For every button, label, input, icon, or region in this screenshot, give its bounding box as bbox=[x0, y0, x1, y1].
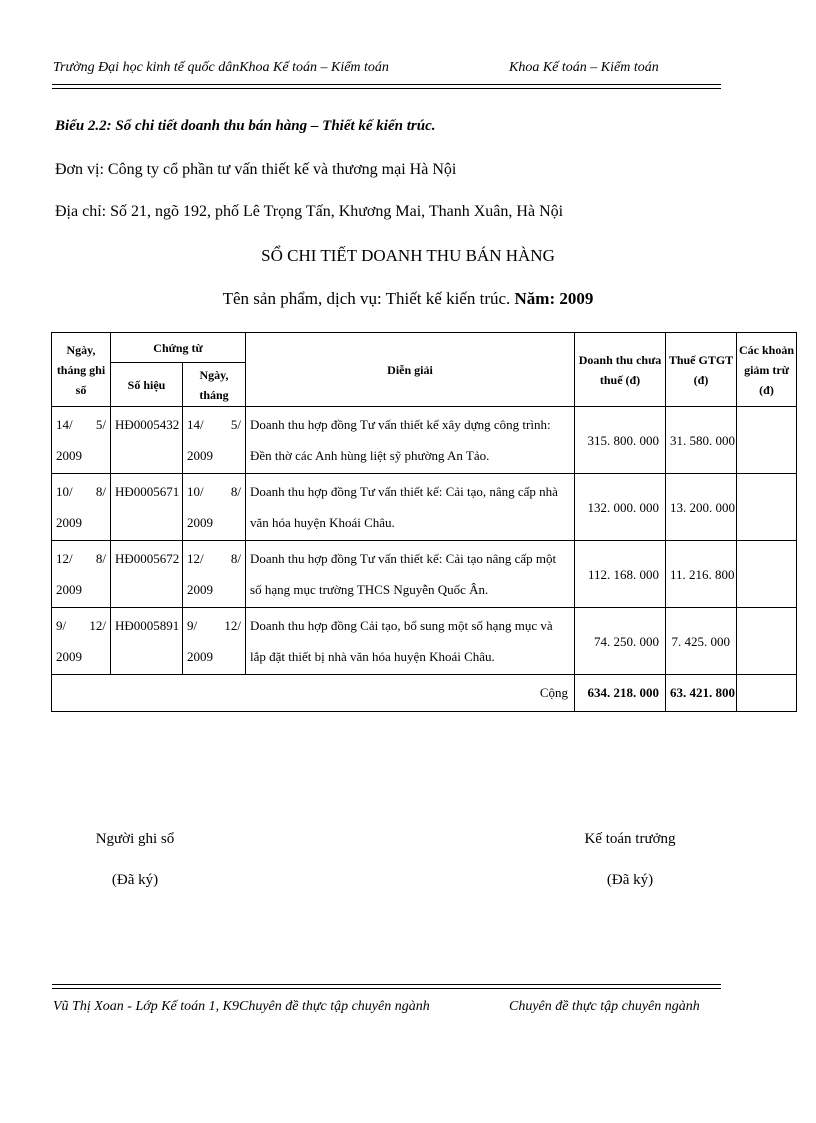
row-date: 10/ 8/ 2009 bbox=[52, 474, 111, 541]
figure-caption: Biểu 2.2: Sổ chi tiết doanh thu bán hàng – Thiết kế kiến trúc. bbox=[55, 118, 436, 134]
row-voucher-no: HĐ0005671 bbox=[111, 474, 183, 541]
page-header-right: Khoa Kế toán – Kiểm toán bbox=[509, 60, 659, 75]
row-description: Doanh thu hợp đồng Cải tạo, bổ sung một số hạng mục và lắp đặt thiết bị nhà văn hóa huyện Khoái Châu. bbox=[246, 608, 575, 675]
company-unit: Đơn vị: Công ty cổ phần tư vấn thiết kế và thương mại Hà Nội bbox=[55, 161, 457, 178]
row-deduction bbox=[737, 608, 797, 675]
row-vat: 31. 580. 000 bbox=[666, 407, 737, 474]
row-revenue: 74. 250. 000 bbox=[575, 608, 666, 675]
row-voucher-date: 14/ 5/ 2009 bbox=[183, 407, 246, 474]
total-deduction bbox=[737, 675, 797, 712]
subtitle-product: Tên sản phẩm, dịch vụ: Thiết kế kiến trúc. bbox=[222, 289, 511, 308]
row-description: Doanh thu hợp đồng Tư vấn thiết kế: Cải tạo, nâng cấp nhà văn hóa huyện Khoái Châu. bbox=[246, 474, 575, 541]
table-row bbox=[52, 407, 797, 474]
col-header-voucher: Chứng từ bbox=[111, 333, 246, 363]
row-revenue: 112. 168. 000 bbox=[575, 541, 666, 608]
col-header-description: Diễn giải bbox=[246, 333, 575, 407]
page-header-left: Trường Đại học kinh tế quốc dânKhoa Kế toán – Kiểm toán bbox=[53, 60, 389, 75]
table-row bbox=[52, 474, 797, 541]
col-header-voucher-no: Số hiệu bbox=[111, 363, 183, 407]
row-voucher-date: 9/ 12/ 2009 bbox=[183, 608, 246, 675]
row-vat: 7. 425. 000 bbox=[666, 608, 737, 675]
document-title: SỔ CHI TIẾT DOANH THU BÁN HÀNG bbox=[261, 246, 555, 265]
col-header-voucher-date: Ngày, tháng bbox=[183, 363, 246, 407]
total-revenue: 634. 218. 000 bbox=[575, 675, 666, 712]
row-deduction bbox=[737, 474, 797, 541]
row-voucher-date: 12/ 8/ 2009 bbox=[183, 541, 246, 608]
col-header-revenue: Doanh thu chưa thuế (đ) bbox=[575, 333, 666, 407]
header-rule bbox=[52, 84, 721, 89]
row-description: Doanh thu hợp đồng Tư vấn thiết kế xây dựng công trình: Đền thờ các Anh hùng liệt sỹ phường An Tảo. bbox=[246, 407, 575, 474]
table-row bbox=[52, 608, 797, 675]
row-vat: 11. 216. 800 bbox=[666, 541, 737, 608]
document-subtitle bbox=[0, 289, 816, 309]
signature-right-role: Kế toán trưởng bbox=[584, 831, 676, 847]
col-header-deductions: Các khoản giảm trừ (đ) bbox=[737, 333, 797, 407]
signature-right-status: (Đã ký) bbox=[606, 872, 654, 888]
footer-rule bbox=[52, 984, 721, 989]
page-footer-right: Chuyên đề thực tập chuyên ngành bbox=[509, 999, 700, 1014]
subtitle-year: Năm: 2009 bbox=[514, 289, 594, 308]
signature-left-status: (Đã ký) bbox=[111, 872, 159, 888]
row-voucher-no: HĐ0005672 bbox=[111, 541, 183, 608]
row-date: 12/ 8/ 2009 bbox=[52, 541, 111, 608]
row-revenue: 315. 800. 000 bbox=[575, 407, 666, 474]
row-voucher-no: HĐ0005432 bbox=[111, 407, 183, 474]
row-date: 9/ 12/ 2009 bbox=[52, 608, 111, 675]
row-deduction bbox=[737, 541, 797, 608]
row-vat: 13. 200. 000 bbox=[666, 474, 737, 541]
table-row bbox=[52, 541, 797, 608]
total-vat: 63. 421. 800 bbox=[666, 675, 737, 712]
row-revenue: 132. 000. 000 bbox=[575, 474, 666, 541]
row-deduction bbox=[737, 407, 797, 474]
total-row bbox=[52, 675, 797, 712]
revenue-ledger-table bbox=[51, 332, 797, 712]
total-label: Cộng bbox=[52, 675, 575, 712]
row-voucher-date: 10/ 8/ 2009 bbox=[183, 474, 246, 541]
signature-left-role: Người ghi sổ bbox=[95, 831, 175, 847]
row-voucher-no: HĐ0005891 bbox=[111, 608, 183, 675]
page-footer-left: Vũ Thị Xoan - Lớp Kế toán 1, K9Chuyên đề thực tập chuyên ngành bbox=[53, 999, 430, 1014]
company-address: Địa chỉ: Số 21, ngõ 192, phố Lê Trọng Tấn, Khương Mai, Thanh Xuân, Hà Nội bbox=[55, 203, 564, 220]
col-header-date: Ngày, tháng ghi sổ bbox=[52, 333, 111, 407]
col-header-vat: Thuế GTGT (đ) bbox=[666, 333, 737, 407]
row-description: Doanh thu hợp đồng Tư vấn thiết kế: Cải tạo nâng cấp một số hạng mục trường THCS Nguyễn Quốc Ân. bbox=[246, 541, 575, 608]
row-date: 14/ 5/ 2009 bbox=[52, 407, 111, 474]
